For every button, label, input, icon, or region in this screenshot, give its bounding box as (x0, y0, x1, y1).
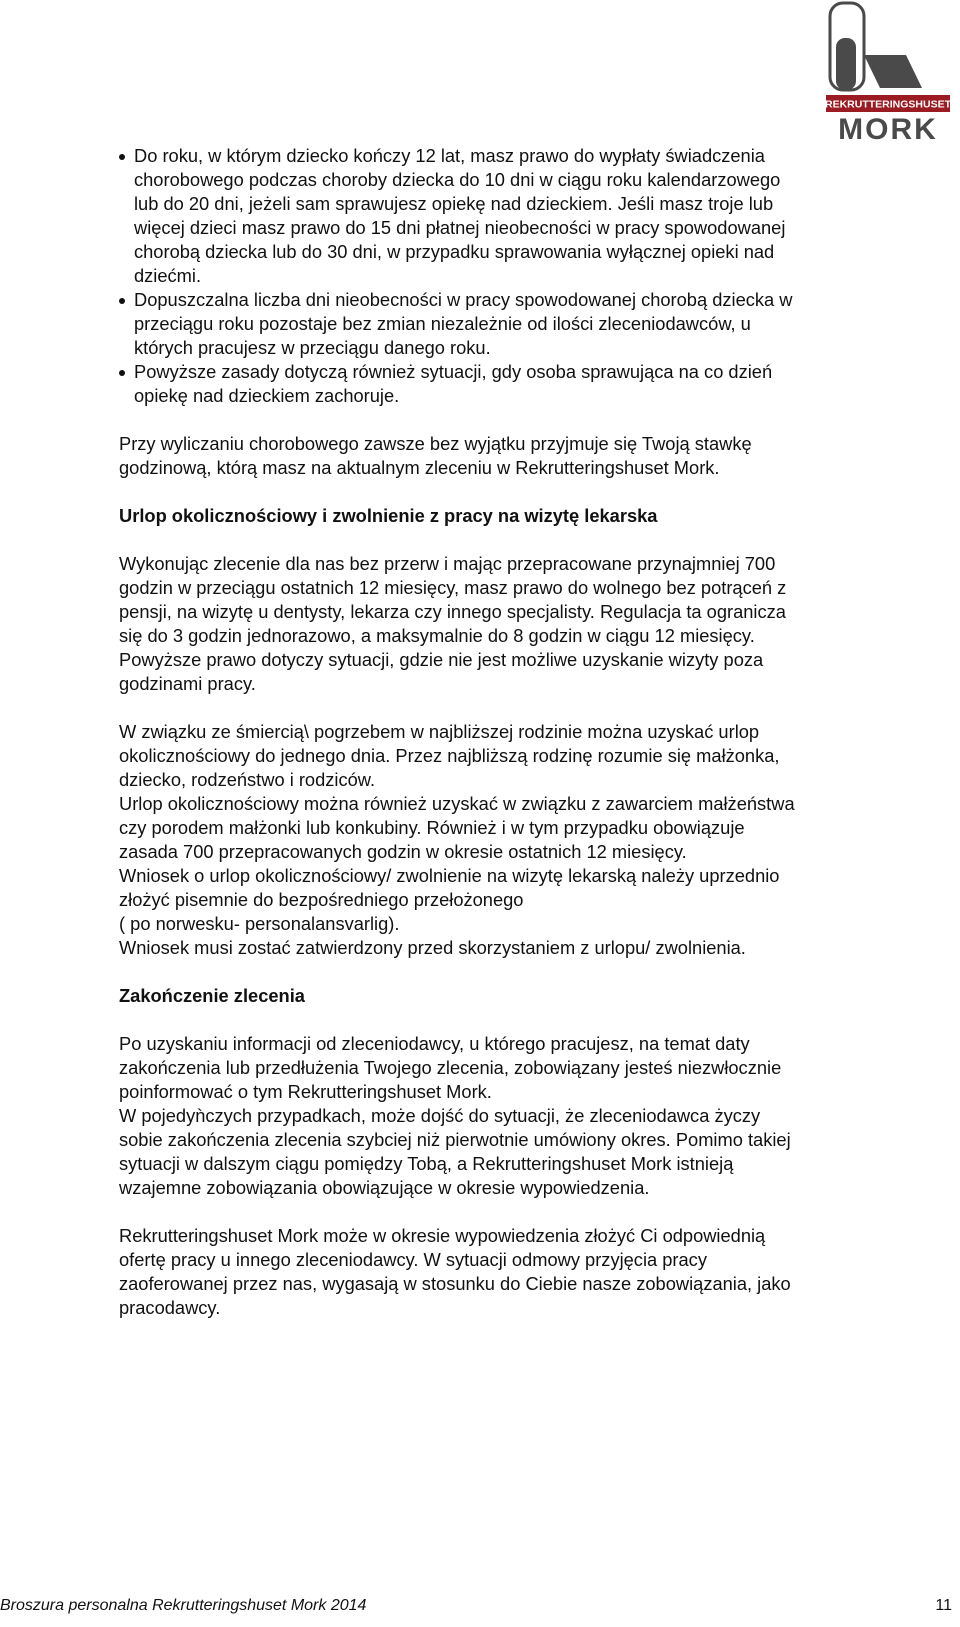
paragraph-leave-family (119, 720, 799, 960)
logo-label: REKRUTTERINGSHUSET (824, 98, 952, 111)
list-item: Powyższe zasady dotyczą również sytuacji, gdy osoba sprawująca na co dzień opiekę nad dzieckiem zachoruje. (119, 360, 799, 408)
section-heading-leave: Urlop okolicznościowy i zwolnienie z pracy na wizytę lekarska (119, 505, 658, 526)
bullet-list (119, 144, 799, 408)
logo-word: MORK (838, 113, 938, 146)
paragraph-leave-medical: Wykonując zlecenie dla nas bez przerw i mając przepracowane przynajmniej 700 godzin w przeciągu ostatnich 12 miesięcy, masz prawo do wolnego bez potrąceń z pensji, na wizytę u dentysty, lekarza czy innego specjalisty. Regulacja ta ogranicza się do 3 godzin jednorazowo, a maksymalnie do 8 godzin w ciągu 12 miesięcy. Powyższe prawo dotyczy sytuacji, gdzie nie jest możliwe uzyskanie wizyty poza godzinami pracy. (119, 553, 787, 694)
mork-logo-icon (824, 0, 954, 150)
paragraph-line: Wniosek musi zostać zatwierdzony przed skorzystaniem z urlopu/ zwolnienia. (119, 937, 746, 958)
logo-block-shape (836, 38, 856, 90)
paragraph-end-info (119, 1032, 799, 1200)
page-number: 11 (935, 1597, 952, 1614)
document-body (119, 144, 799, 1320)
paragraph-line: Urlop okolicznościowy można również uzyskać w związku z zawarciem małżeństwa czy porodem małżonki lub konkubiny. Również i w tym przypadku obowiązuje zasada 700 przepracowanych godzin w okresie ostatnich 12 miesięcy. (119, 793, 795, 862)
paragraph-line: W związku ze śmiercią\ pogrzebem w najbliższej rodzinie można uzyskać urlop okolicznościowy do jednego dnia. Przez najbliższą rodzinę rozumie się małżonka, dziecko, rodzeństwo i rodziców. (119, 721, 780, 790)
paragraph-line: Po uzyskaniu informacji od zleceniodawcy, u którego pracujesz, na temat daty zakończenia lub przedłużenia Twojego zlecenia, zobowiązany jesteś niezwłocznie poinformować o tym Rekrutteringshuset Mork. (119, 1033, 782, 1102)
paragraph-line: W pojedyǹczych przypadkach, może dojść do sytuacji, że zleceniodawca życzy sobie zakończenia zlecenia szybciej niż pierwotnie umówiony okres. Pomimo takiej sytuacji w dalszym ciągu pomiędzy Tobą, a Rekrutteringshuset Mork istnieją wzajemne zobowiązania obowiązujące w okresie wypowiedzenia. (119, 1105, 791, 1198)
company-logo (824, 0, 954, 150)
paragraph-line: ( po norwesku- personalansvarlig). (119, 913, 400, 934)
list-item: Dopuszczalna liczba dni nieobecności w pracy spowodowanej chorobą dziecka w przeciągu roku pozostaje bez zmian niezależnie od ilości zleceniodawców, u których pracujesz w przeciągu danego roku. (119, 288, 799, 360)
paragraph-sick-rate: Przy wyliczaniu chorobowego zawsze bez wyjątku przyjmuje się Twoją stawkę godzinową, którą masz na aktualnym zleceniu w Rekrutteringshuset Mork. (119, 433, 752, 478)
section-heading-end: Zakończenie zlecenia (119, 985, 305, 1006)
logo-slant-shape (864, 55, 922, 88)
page-footer (0, 1596, 952, 1616)
paragraph-end-offer: Rekrutteringshuset Mork może w okresie wypowiedzenia złożyć Ci odpowiednią ofertę pracy u innego zleceniodawcy. W sytuacji odmowy przyjęcia pracy zaoferowanej przez nas, wygasają w stosunku do Ciebie nasze zobowiązania, jako pracodawcy. (119, 1225, 791, 1318)
paragraph-line: Wniosek o urlop okolicznościowy/ zwolnienie na wizytę lekarską należy uprzednio złożyć pisemnie do bezpośredniego przełożonego (119, 865, 780, 910)
footer-title: Broszura personalna Rekrutteringshuset Mork 2014 (0, 1597, 367, 1614)
list-item: Do roku, w którym dziecko kończy 12 lat, masz prawo do wypłaty świadczenia chorobowego podczas choroby dziecka do 10 dni w ciągu roku kalendarzowego lub do 20 dni, jeżeli sam sprawujesz opiekę nad dzieckiem. Jeśli masz troje lub więcej dzieci masz prawo do 15 dni płatnej nieobecności w pracy spowodowanej chorobą dziecka lub do 30 dni, w przypadku sprawowania wyłącznej opieki nad dziećmi. (119, 144, 799, 288)
